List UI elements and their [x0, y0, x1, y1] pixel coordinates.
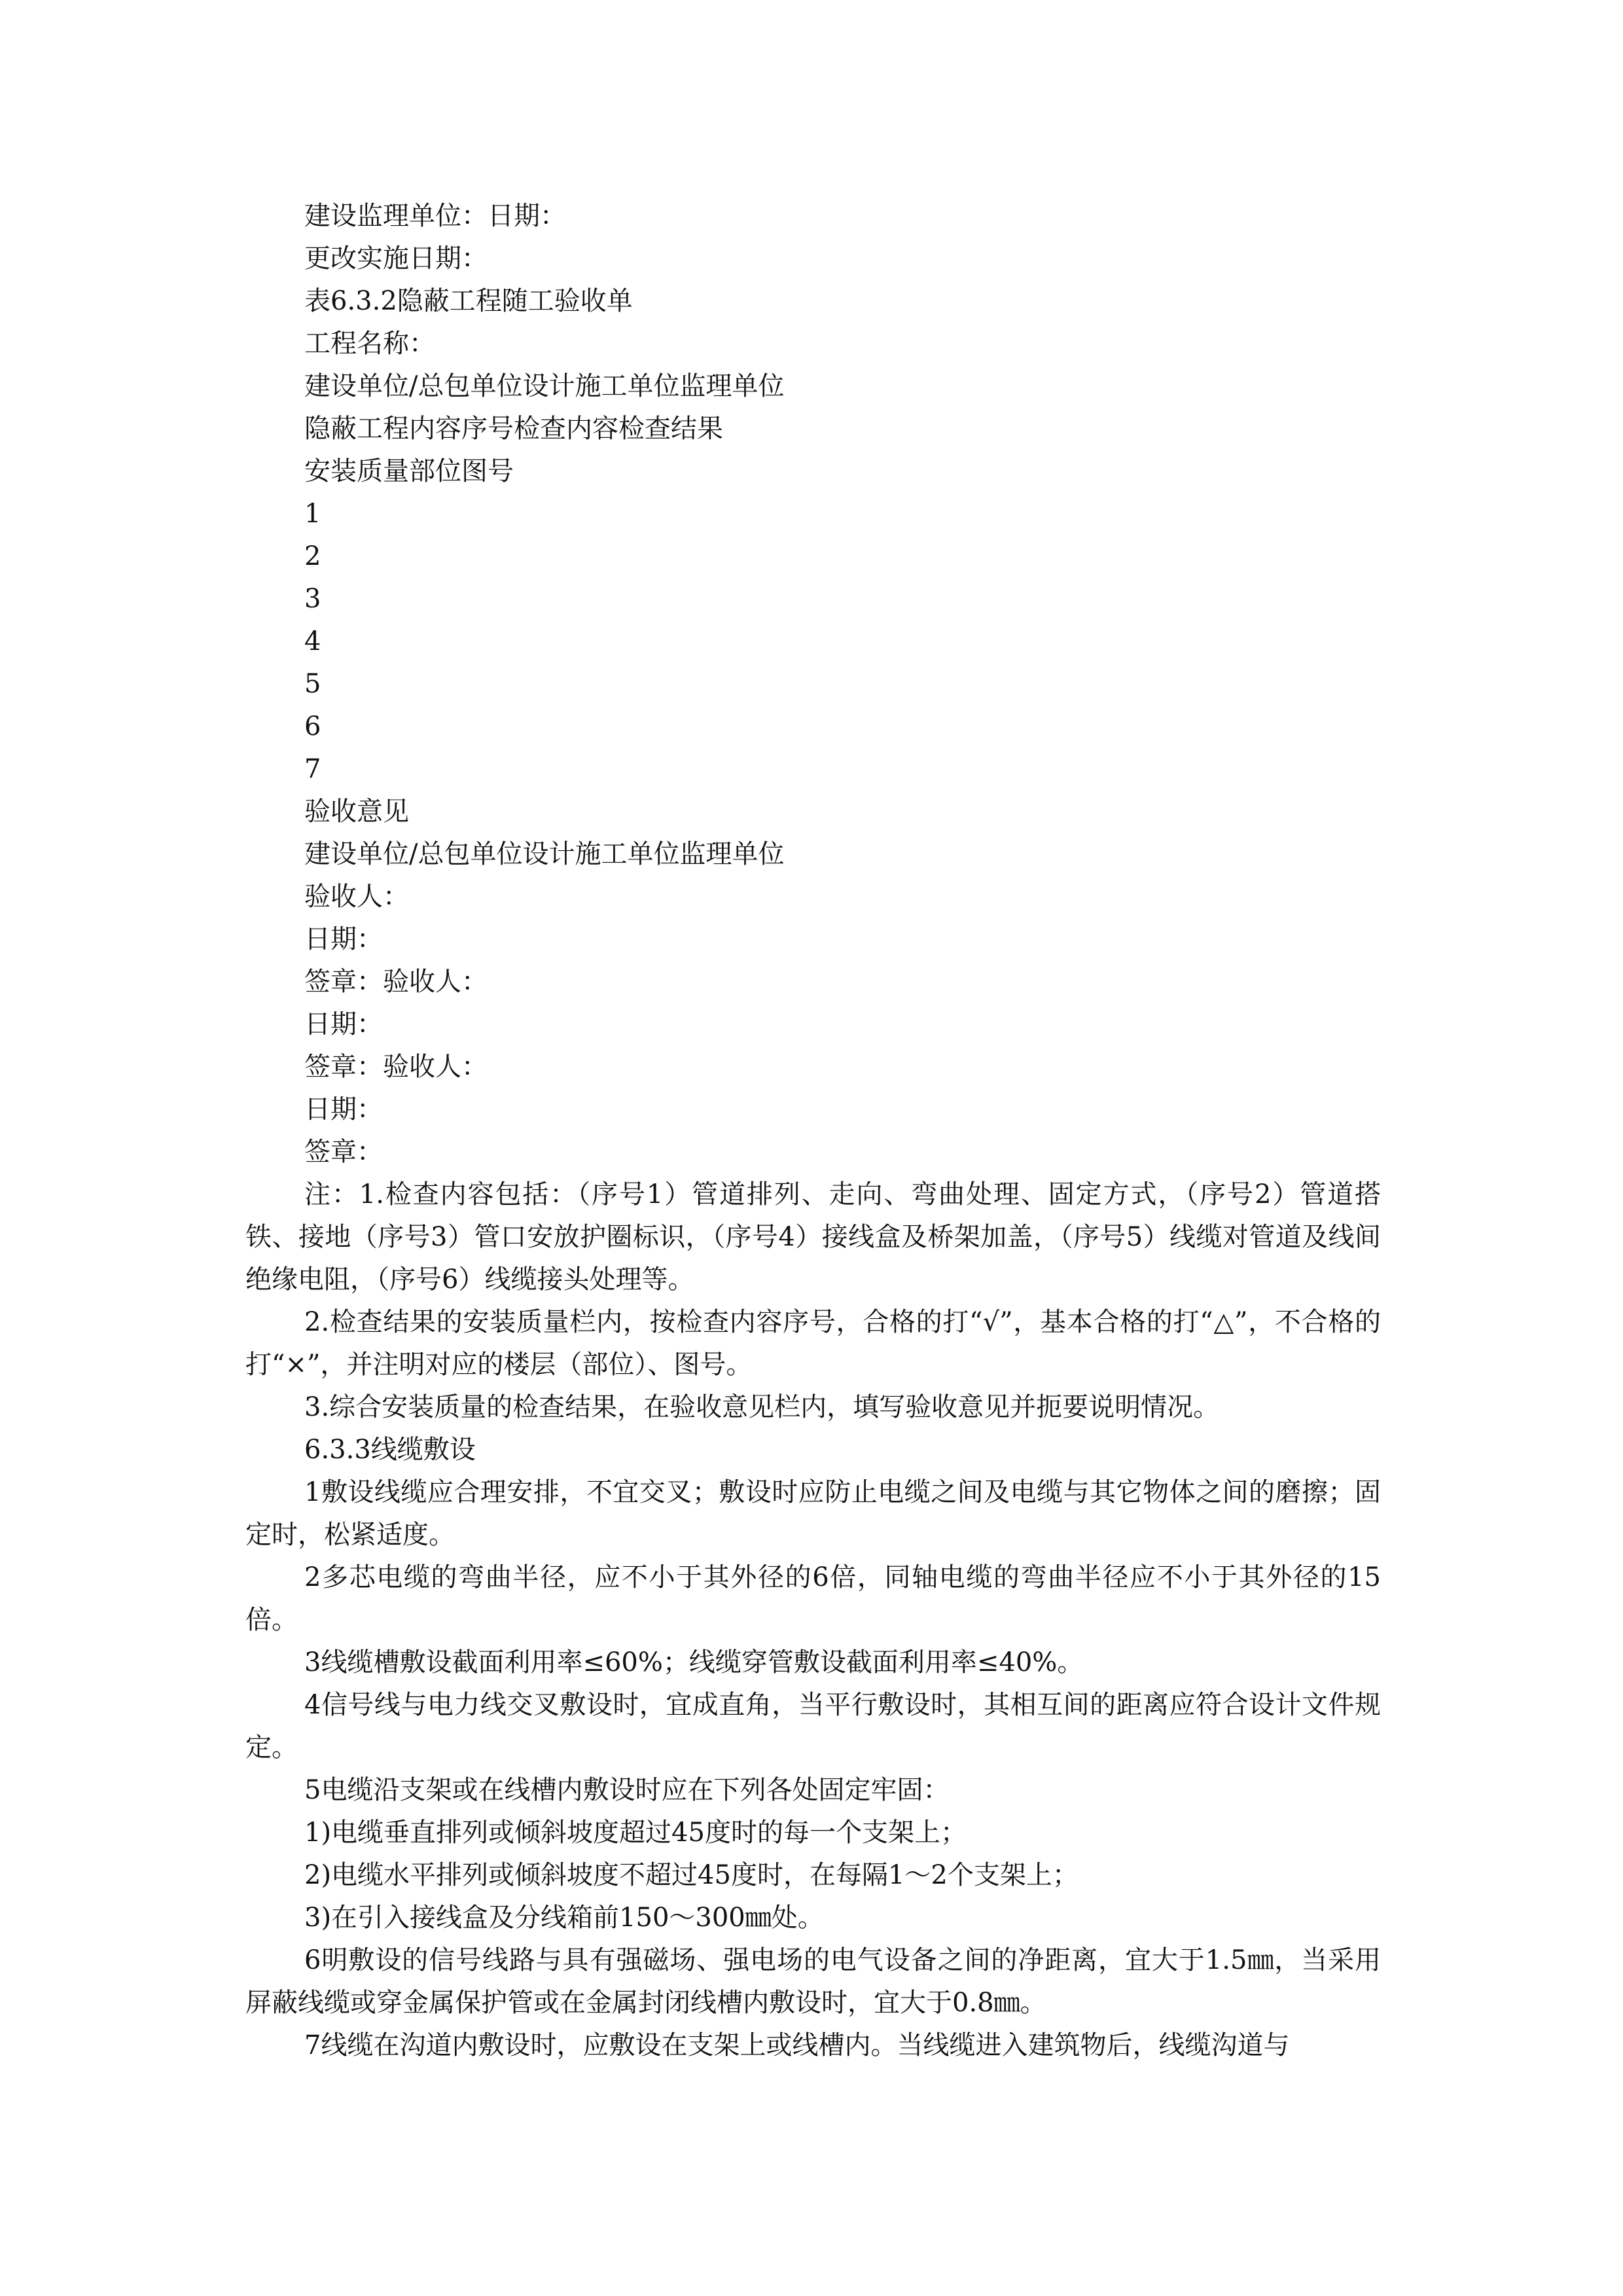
table-title: 表6.3.2隐蔽工程随工验收单 — [304, 286, 633, 316]
content-columns-line: 隐蔽工程内容序号检查内容检查结果 — [304, 414, 723, 444]
cable-rule-6: 6明敷设的信号线路与具有强磁场、强电场的电气设备之间的净距离，宜大于1.5㎜，当采用屏蔽线缆或穿金属保护管或在金属封闭线槽内敷设时，宜大于0.8㎜。 — [245, 1945, 1381, 2018]
row-number-6: 6 — [304, 711, 321, 742]
row-number-4: 4 — [304, 626, 321, 656]
seal-acceptor-label: 签章：验收人： — [304, 967, 488, 997]
cable-rule-2: 2多芯电缆的弯曲半径，应不小于其外径的6倍，同轴电缆的弯曲半径应不小于其外径的15倍。 — [245, 1562, 1381, 1635]
acceptor-label: 验收人： — [304, 882, 409, 912]
cable-rule-5-sub-1: 1)电缆垂直排列或倾斜坡度超过45度时的每一个支架上； — [304, 1818, 967, 1848]
note-paragraph-2: 2.检查结果的安装质量栏内，按检查内容序号，合格的打“√”，基本合格的打“△”，不合格的打“×”，并注明对应的楼层（部位）、图号。 — [245, 1307, 1381, 1380]
change-implementation-date-line: 更改实施日期： — [304, 243, 488, 274]
note-paragraph-3: 3.综合安装质量的检查结果，在验收意见栏内，填写验收意见并扼要说明情况。 — [304, 1392, 1220, 1422]
cable-rule-1: 1敷设线缆应合理安排，不宜交叉；敷设时应防止电缆之间及电缆与其它物体之间的磨擦；固定时，松紧适度。 — [245, 1477, 1381, 1550]
date-label: 日期： — [304, 924, 383, 954]
cable-rule-4: 4信号线与电力线交叉敷设时，宜成直角，当平行敷设时，其相互间的距离应符合设计文件规定。 — [245, 1690, 1381, 1763]
date-label: 日期： — [304, 1094, 383, 1124]
cable-rule-7: 7线缆在沟道内敷设时，应敷设在支架上或线槽内。当线缆进入建筑物后，线缆沟道与 — [304, 2030, 1290, 2060]
row-number-3: 3 — [304, 584, 321, 614]
cable-rule-3: 3线缆槽敷设截面利用率≤60%；线缆穿管敷设截面利用率≤40%。 — [304, 1647, 1084, 1677]
note-paragraph-1: 注：1.检查内容包括：（序号1）管道排列、走向、弯曲处理、固定方式，（序号2）管道搭铁、接地（序号3）管口安放护圈标识，（序号4）接线盒及桥架加盖，（序号5）线缆对管道及线间绝缘电阻，（序号6）线缆接头处理等。 — [245, 1179, 1381, 1295]
row-number-2: 2 — [304, 541, 321, 571]
seal-acceptor-label: 签章：验收人： — [304, 1052, 488, 1082]
section-title: 6.3.3线缆敷设 — [304, 1435, 476, 1465]
document-body — [245, 195, 1381, 2067]
quality-columns-line: 安装质量部位图号 — [304, 456, 514, 486]
seal-label: 签章： — [304, 1137, 383, 1167]
acceptance-opinion-label: 验收意见 — [304, 797, 409, 827]
cable-rule-5: 5电缆沿支架或在线槽内敷设时应在下列各处固定牢固： — [304, 1775, 950, 1805]
row-number-5: 5 — [304, 669, 321, 699]
cable-rule-5-sub-2: 2)电缆水平排列或倾斜坡度不超过45度时，在每隔1～2个支架上； — [304, 1860, 1079, 1890]
cable-rule-5-sub-3: 3)在引入接线盒及分线箱前150～300㎜处。 — [304, 1903, 824, 1933]
date-label: 日期： — [304, 1009, 383, 1039]
units-header-line: 建设单位/总包单位设计施工单位监理单位 — [304, 371, 785, 401]
supervision-unit-date-line: 建设监理单位：日期： — [304, 201, 566, 231]
project-name-line: 工程名称： — [304, 329, 435, 359]
row-number-1: 1 — [304, 499, 321, 529]
row-number-7: 7 — [304, 754, 321, 784]
units-footer-line: 建设单位/总包单位设计施工单位监理单位 — [304, 839, 785, 869]
